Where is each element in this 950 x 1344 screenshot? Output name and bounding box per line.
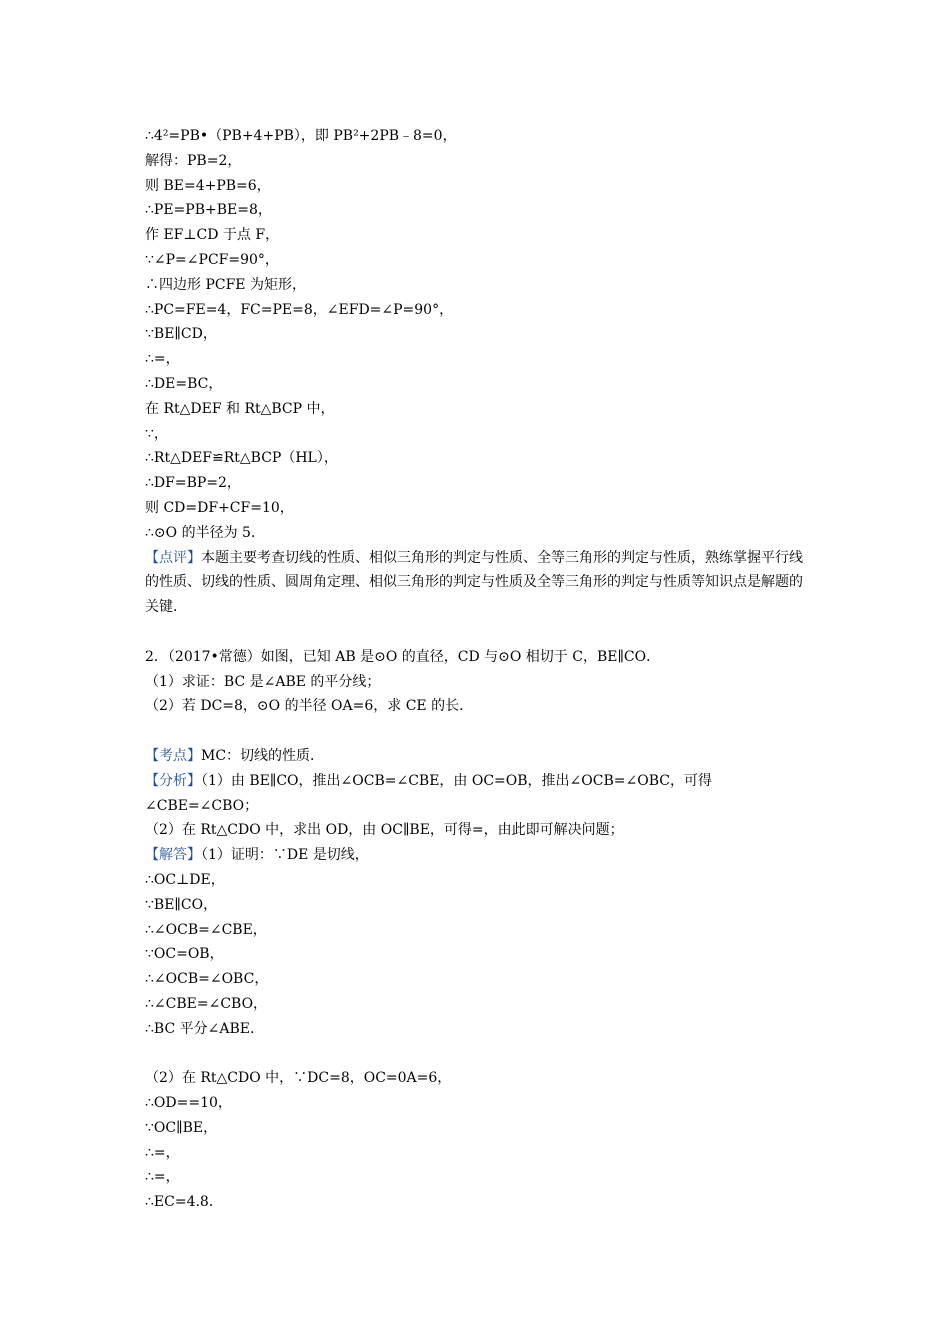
comment-tag: 【点评】 xyxy=(145,549,201,566)
solution-part3 xyxy=(145,1066,810,1215)
question-sub2: （2）若 DC=8，⊙O 的半径 OA=6，求 CE 的长． xyxy=(145,698,474,715)
text-line: （2）在 Rt△CDO 中，∵DC=8，OC=0A=6， xyxy=(145,1070,452,1087)
jieda-tag: 【解答】 xyxy=(145,847,201,864)
text-line: ∴4²=PB•（PB+4+PB），即 PB²+2PB﹣8=0， xyxy=(145,128,457,144)
text-line: ∵， xyxy=(145,425,168,442)
text-line: ∴⊙O 的半径为 5． xyxy=(145,524,265,541)
fenxi-text: （1）由 BE∥CO，推出∠OCB=∠CBE，由 OC=OB，推出∠OCB=∠OBC，可得∠CBE=∠CBO； xyxy=(145,772,712,814)
text-line: 在 Rt△DEF 和 Rt△BCP 中， xyxy=(145,400,335,417)
text-line: ∴Rt△DEF≌Rt△BCP（HL）， xyxy=(145,450,338,467)
kaodian-text: MC：切线的性质． xyxy=(201,747,325,764)
jieda-text: （1）证明：∵DE 是切线， xyxy=(201,847,369,864)
text-line: ∴PE=PB+BE=8， xyxy=(145,202,272,219)
text-line: ∴四边形 PCFE 为矩形， xyxy=(145,276,306,293)
text-line: ∵BE∥CO， xyxy=(145,896,218,913)
fenxi-paragraph xyxy=(145,769,810,819)
text-line: ∴=， xyxy=(145,1144,180,1161)
jieda-line xyxy=(145,843,810,868)
solution-part1 xyxy=(145,124,810,546)
text-line: ∴DE=BC， xyxy=(145,375,223,392)
comment-paragraph xyxy=(145,546,810,620)
text-line: 则 CD=DF+CF=10， xyxy=(145,499,294,516)
text-line: ∴PC=FE=4，FC=PE=8，∠EFD=∠P=90°， xyxy=(145,301,454,318)
text-line: ∴=， xyxy=(145,1169,180,1186)
text-line: ∵OC=OB， xyxy=(145,946,224,963)
text-line: ∴OC⊥DE， xyxy=(145,871,225,888)
question-stem: 2．（2017•常德）如图，已知 AB 是⊙O 的直径，CD 与⊙O 相切于 C，BE∥CO． xyxy=(145,648,661,665)
fenxi-line2: （2）在 Rt△CDO 中，求出 OD，由 OC∥BE，可得=，由此即可解决问题； xyxy=(145,822,624,839)
text-line: 作 EF⊥CD 于点 F， xyxy=(145,227,280,244)
text-line: ∴=， xyxy=(145,351,180,368)
text-line: ∴∠CBE=∠CBO， xyxy=(145,995,268,1012)
text-line: ∵BE∥CD， xyxy=(145,326,217,343)
text-line: ∴∠OCB=∠CBE， xyxy=(145,921,267,938)
solution-part2 xyxy=(145,868,810,1042)
text-line: ∴EC=4.8． xyxy=(145,1194,223,1211)
kaodian-tag: 【考点】 xyxy=(145,747,201,764)
text-line: ∴BC 平分∠ABE． xyxy=(145,1020,264,1037)
spacer xyxy=(145,1041,810,1066)
spacer xyxy=(145,620,810,645)
text-line: ∴∠OCB=∠OBC， xyxy=(145,971,269,988)
spacer xyxy=(145,719,810,744)
text-line: ∵OC∥BE， xyxy=(145,1119,218,1136)
text-line: ∵∠P=∠PCF=90°， xyxy=(145,251,279,268)
question-sub1: （1）求证：BC 是∠ABE 的平分线； xyxy=(145,673,381,690)
text-line: 则 BE=4+PB=6， xyxy=(145,177,271,194)
text-line: ∴DF=BP=2， xyxy=(145,475,241,492)
text-line: 解得：PB=2， xyxy=(145,152,242,169)
document-page xyxy=(145,124,810,1215)
fenxi-tag: 【分析】 xyxy=(145,772,201,789)
comment-text: 本题主要考查切线的性质、相似三角形的判定与性质、全等三角形的判定与性质，熟练掌握平行线的性质、切线的性质、圆周角定理、相似三角形的判定与性质及全等三角形的判定与性质等知识点是解题的关键． xyxy=(145,549,803,616)
kaodian-line xyxy=(145,744,810,769)
text-line: ∴OD==10， xyxy=(145,1095,232,1112)
